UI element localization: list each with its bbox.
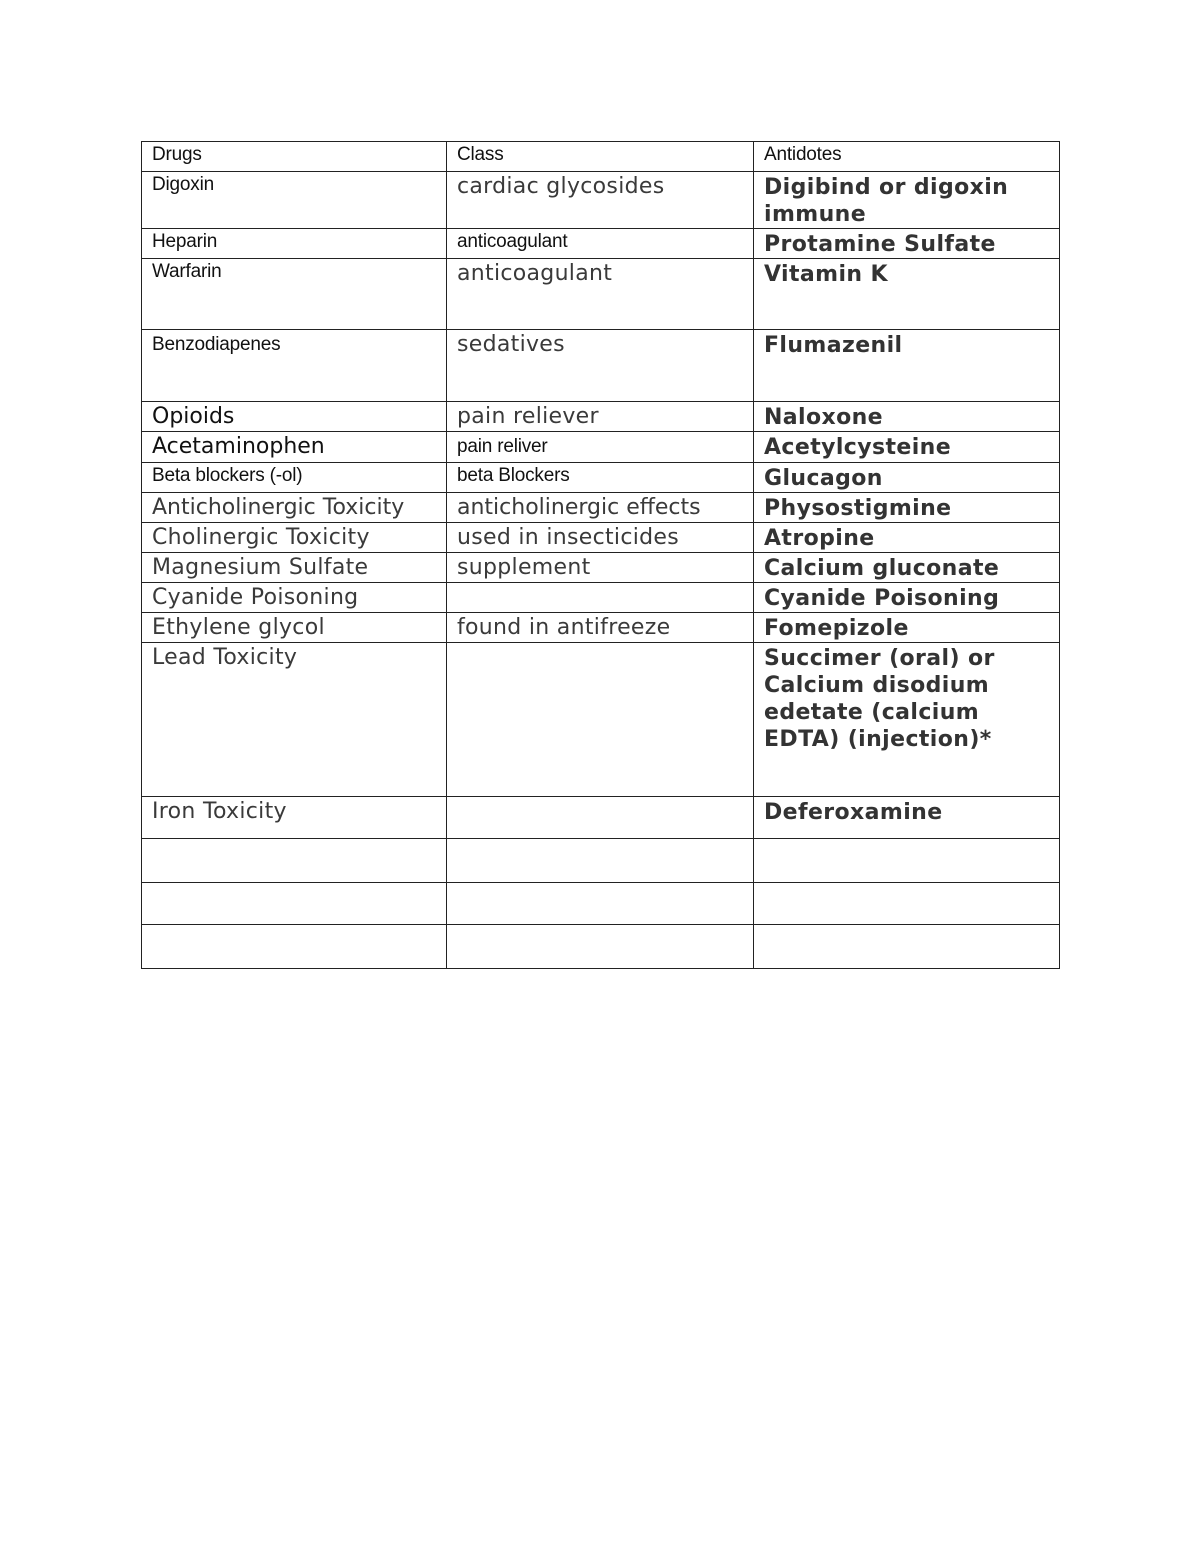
header-class: Class bbox=[447, 142, 754, 172]
class-cell: anticoagulant bbox=[447, 259, 754, 330]
drug-cell: Acetaminophen bbox=[142, 432, 447, 463]
empty-cell bbox=[754, 925, 1060, 969]
class-cell: found in antifreeze bbox=[447, 613, 754, 643]
table-row bbox=[142, 259, 1060, 330]
empty-row bbox=[142, 925, 1060, 969]
table-row bbox=[142, 583, 1060, 613]
class-cell: pain reliver bbox=[447, 432, 754, 463]
table-row bbox=[142, 493, 1060, 523]
class-cell bbox=[447, 583, 754, 613]
table-row bbox=[142, 797, 1060, 839]
class-cell: sedatives bbox=[447, 330, 754, 402]
class-cell: pain reliever bbox=[447, 402, 754, 432]
drug-cell: Ethylene glycol bbox=[142, 613, 447, 643]
drug-cell: Digoxin bbox=[142, 172, 447, 229]
drug-cell: Iron Toxicity bbox=[142, 797, 447, 839]
table-header-row bbox=[142, 142, 1060, 172]
class-cell bbox=[447, 643, 754, 797]
empty-cell bbox=[142, 925, 447, 969]
class-cell: beta Blockers bbox=[447, 463, 754, 493]
antidote-cell: Cyanide Poisoning bbox=[754, 583, 1060, 613]
class-cell: used in insecticides bbox=[447, 523, 754, 553]
table-row bbox=[142, 172, 1060, 229]
empty-cell bbox=[754, 839, 1060, 883]
antidote-cell: Physostigmine bbox=[754, 493, 1060, 523]
empty-cell bbox=[142, 883, 447, 925]
drug-cell: Warfarin bbox=[142, 259, 447, 330]
drug-cell: Opioids bbox=[142, 402, 447, 432]
table-row bbox=[142, 523, 1060, 553]
header-drugs: Drugs bbox=[142, 142, 447, 172]
table-row bbox=[142, 613, 1060, 643]
class-cell bbox=[447, 797, 754, 839]
empty-cell bbox=[447, 925, 754, 969]
empty-row bbox=[142, 883, 1060, 925]
drug-cell: Cyanide Poisoning bbox=[142, 583, 447, 613]
drug-cell: Lead Toxicity bbox=[142, 643, 447, 797]
empty-row bbox=[142, 839, 1060, 883]
drug-cell: Beta blockers (-ol) bbox=[142, 463, 447, 493]
antidote-cell: Protamine Sulfate bbox=[754, 229, 1060, 259]
empty-cell bbox=[447, 839, 754, 883]
table-row bbox=[142, 432, 1060, 463]
drug-cell: Cholinergic Toxicity bbox=[142, 523, 447, 553]
antidote-cell: Naloxone bbox=[754, 402, 1060, 432]
class-cell: cardiac glycosides bbox=[447, 172, 754, 229]
antidote-cell: Deferoxamine bbox=[754, 797, 1060, 839]
class-cell: anticholinergic effects bbox=[447, 493, 754, 523]
antidote-cell: Acetylcysteine bbox=[754, 432, 1060, 463]
drug-cell: Anticholinergic Toxicity bbox=[142, 493, 447, 523]
antidote-cell: Fomepizole bbox=[754, 613, 1060, 643]
table-row bbox=[142, 643, 1060, 797]
class-cell: supplement bbox=[447, 553, 754, 583]
antidote-cell: Vitamin K bbox=[754, 259, 1060, 330]
table-row bbox=[142, 463, 1060, 493]
table-row bbox=[142, 330, 1060, 402]
header-antidotes: Antidotes bbox=[754, 142, 1060, 172]
table-row bbox=[142, 553, 1060, 583]
antidote-cell: Glucagon bbox=[754, 463, 1060, 493]
class-cell: anticoagulant bbox=[447, 229, 754, 259]
antidote-cell: Atropine bbox=[754, 523, 1060, 553]
empty-cell bbox=[142, 839, 447, 883]
antidote-cell: Succimer (oral) or Calcium disodium edetate (calcium EDTA) (injection)* bbox=[754, 643, 1060, 797]
empty-cell bbox=[754, 883, 1060, 925]
table-row bbox=[142, 402, 1060, 432]
antidote-cell: Digibind or digoxin immune bbox=[754, 172, 1060, 229]
antidotes-table bbox=[141, 141, 1060, 969]
table-row bbox=[142, 229, 1060, 259]
empty-cell bbox=[447, 883, 754, 925]
drug-cell: Magnesium Sulfate bbox=[142, 553, 447, 583]
antidote-cell: Calcium gluconate bbox=[754, 553, 1060, 583]
drug-cell: Benzodiapenes bbox=[142, 330, 447, 402]
antidote-cell: Flumazenil bbox=[754, 330, 1060, 402]
drug-cell: Heparin bbox=[142, 229, 447, 259]
